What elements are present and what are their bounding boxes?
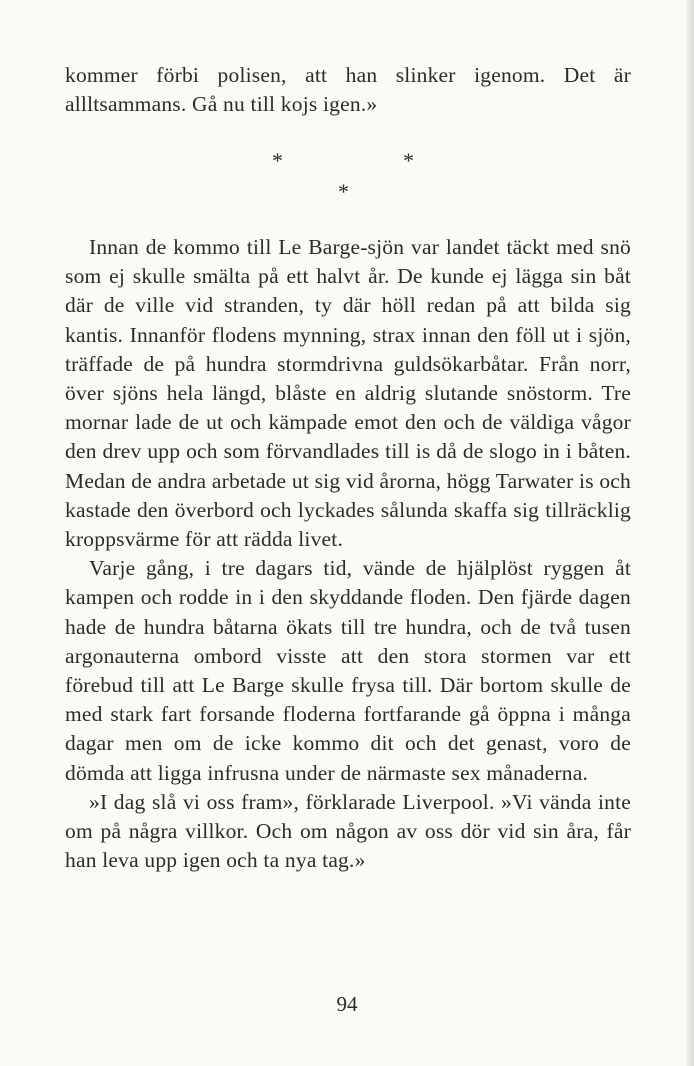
top-paragraph: kommer förbi polisen, att han slinker igenom. Det är allltsammans. Gå nu till kojs igen.» (65, 63, 631, 117)
paragraph-1: Innan de kommo till Le Barge-sjön var landet täckt med snö som ej skulle smälta på ett halvt år. De kunde ej lägga sin båt där de ville vid stranden, ty där höll redan på att bilda sig kantis. Innanför flodens mynning, strax innan den föll ut i sjön, träffade de på hundra stormdrivna guldsökarbåtar. Från norr, över sjöns hela längd, blåste en aldrig slutande snöstorm. Tre mornar lade de ut och kämpade emot den och de väldiga vågor den drev upp och som förvandlades till is då de slogo in i båten. Medan de andra arbetade ut sig vid årorna, högg Tarwater is och kastade den överbord och lyckades sålunda skaffa sig tillräcklig kroppsvärme för att rädda livet. (65, 235, 631, 552)
paragraph-3: »I dag slå vi oss fram», förklarade Liverpool. »Vi vända inte om på några villkor. Och om någon av oss dör vid sin åra, får han leva upp igen och ta nya tag.» (65, 789, 631, 873)
paragraph-2: Varje gång, i tre dagars tid, vände de hjälplöst ryggen åt kampen och rodde in i den skyddande floden. Den fjärde dagen hade de hundra båtarna ökats till tre hundra, och de två tusen argonauterna ombord visste att den stora stormen var ett förebud till att Le Barge skulle frysa till. Där bortom skulle de med stark fart forsande floderna fortfarande gå öppna i många dagar men om de icke kommo dit och det genast, voro de dömda att ligga infrusna under de närmaste sex månaderna. (65, 556, 631, 785)
separator-star-left: * (272, 148, 283, 173)
page-edge-shadow (686, 0, 694, 1066)
main-text-block (65, 233, 631, 875)
separator-star-center: * (338, 179, 349, 204)
separator-star-right: * (403, 148, 414, 173)
page-number: 94 (336, 992, 358, 1016)
top-paragraph-block (65, 61, 631, 119)
